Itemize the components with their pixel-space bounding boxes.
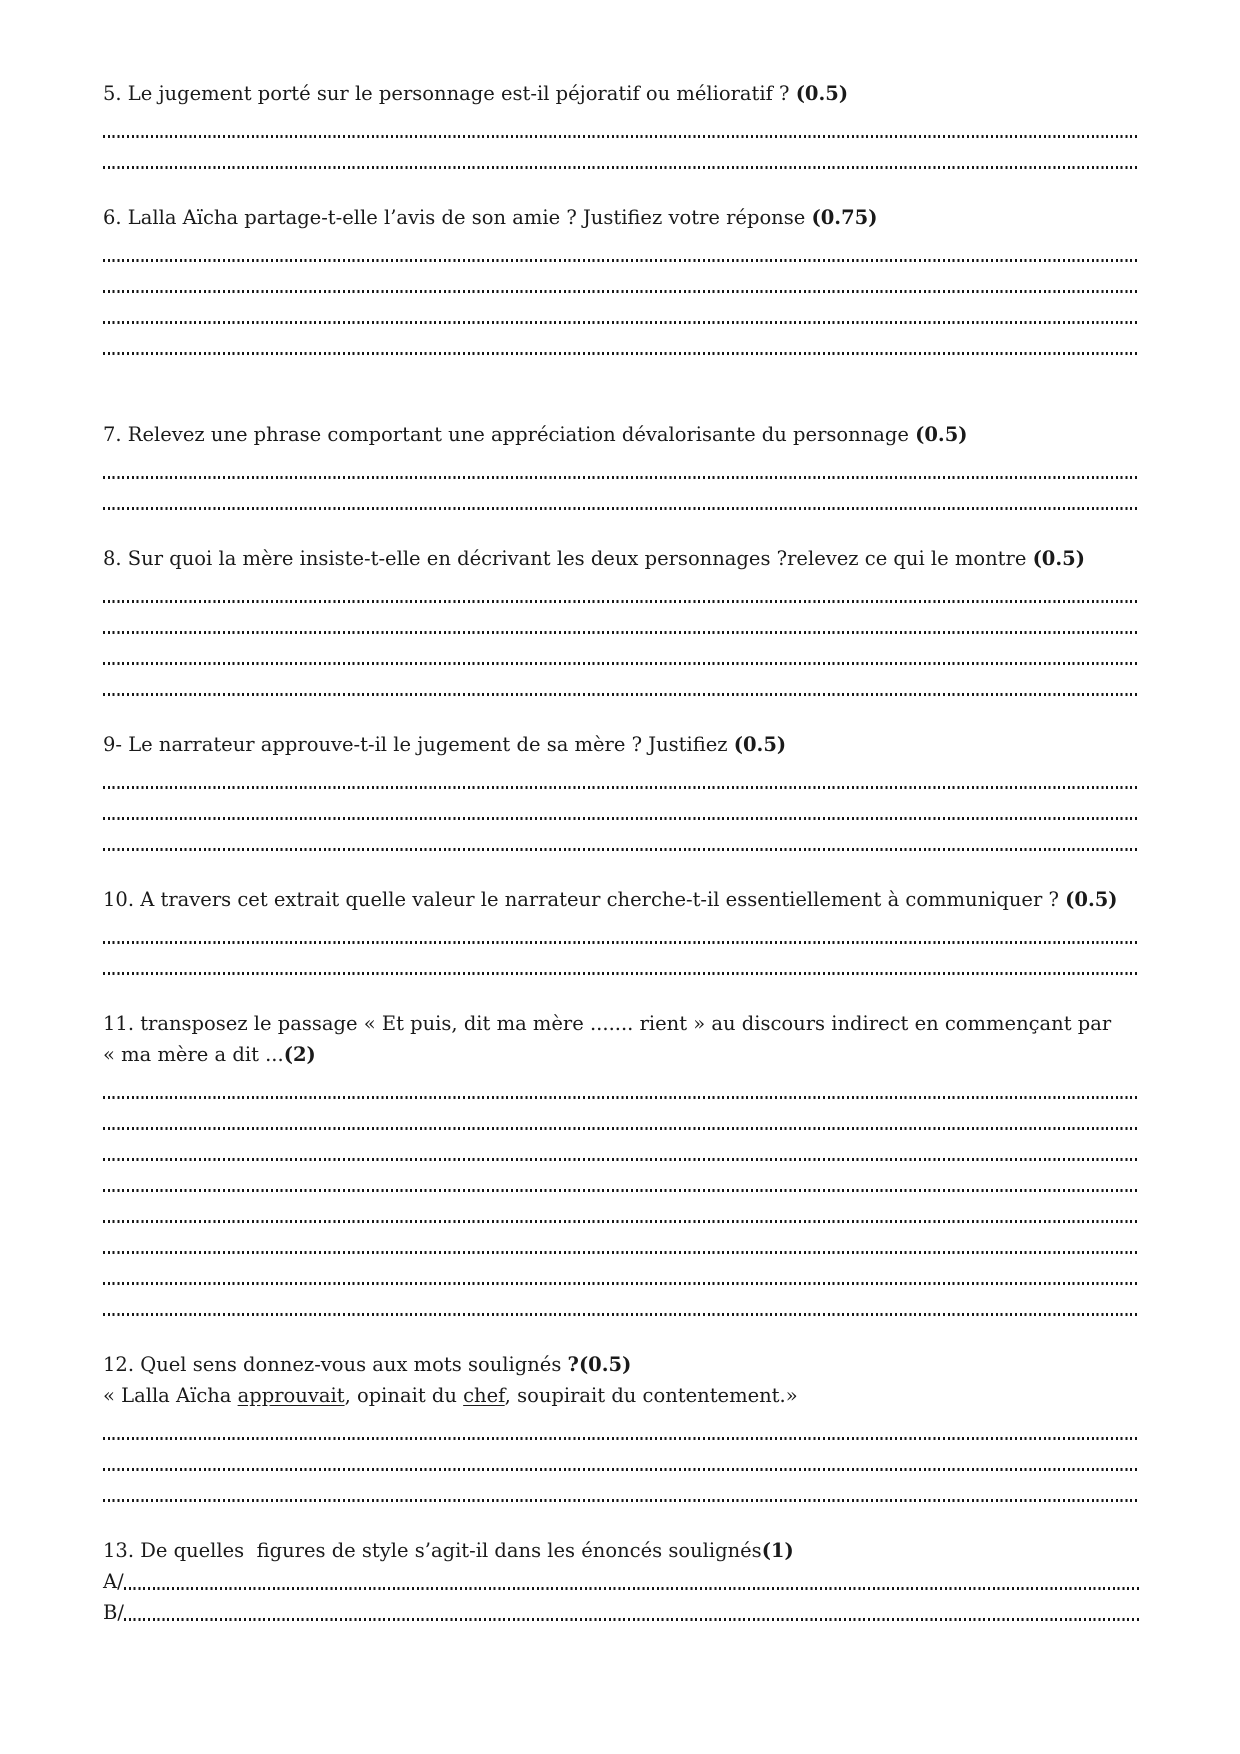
dot-leader [103,290,1140,293]
dot-leader [103,1220,1140,1223]
dot-leader [103,817,1140,820]
question-text-line [103,1008,1140,1039]
question-text-segment: 7. Relevez une phrase comportant une appréciation dévalorisante du personnage [103,423,916,446]
question-text [103,543,1140,574]
question-text-line [103,543,1140,574]
question-7 [103,419,1140,517]
answer-line[interactable] [103,1447,1140,1478]
dot-leader [103,1468,1140,1471]
question-text-line [103,78,1140,109]
dot-leader [103,941,1140,944]
answer-area [103,920,1140,982]
question-text-segment: 10. A travers cet extrait quelle valeur le narrateur cherche-t-il essentiellement à communiquer ? [103,888,1066,911]
answer-line[interactable] [103,610,1140,641]
answer-line[interactable] [103,1075,1140,1106]
dot-leader [103,352,1140,355]
question-score: (0.5) [915,423,968,446]
dot-leader [103,1096,1140,1099]
dot-leader [103,786,1140,789]
answer-line[interactable] [103,920,1140,951]
question-text-segment: , opinait du [344,1384,464,1407]
question-text [103,202,1140,233]
answer-line[interactable] [103,1478,1140,1509]
answer-line[interactable] [103,238,1140,269]
answer-area [103,1416,1140,1509]
answer-area [103,1566,1140,1628]
question-text-line [103,1380,1140,1411]
question-score: (0.5) [733,733,787,756]
dot-leader [103,1251,1140,1254]
dot-leader [103,631,1140,634]
answer-label: A/ [103,1570,124,1593]
dot-leader [103,166,1140,169]
dot-leader [103,135,1140,138]
question-text-segment: , soupirait du contentement.» [504,1384,798,1407]
answer-line[interactable] [103,1137,1140,1168]
question-text-segment: 9- Le narrateur approuve-t-il le jugement de sa mère ? Justifiez [103,733,734,756]
answer-line[interactable] [103,114,1140,145]
dot-leader [103,476,1140,479]
answer-line[interactable] [103,269,1140,300]
answer-line[interactable] [103,1261,1140,1292]
question-text [103,1008,1140,1070]
question-list [103,78,1140,1628]
question-score: (2) [283,1043,316,1066]
answer-line[interactable] [103,1416,1140,1447]
question-text-line [103,729,1140,760]
answer-area [103,1075,1140,1323]
underlined-word: approuvait [237,1384,345,1407]
dot-leader [103,600,1140,603]
question-text [103,1535,1140,1566]
underlined-word: chef [463,1384,505,1407]
question-text-segment: « ma mère a dit ... [103,1043,284,1066]
question-text-segment: 13. De quelles figures de style s’agit-il dans les énoncés soulignés [103,1539,762,1562]
question-score: (0.5) [1065,888,1118,911]
dot-leader [124,1587,1140,1590]
answer-line[interactable] [103,486,1140,517]
answer-area [103,579,1140,703]
question-text-line [103,202,1140,233]
question-score: (0.5) [1032,547,1085,570]
answer-line[interactable] [103,765,1140,796]
question-text-line [103,1039,1140,1070]
dot-leader [103,1127,1140,1130]
question-10 [103,884,1140,982]
dot-leader [103,507,1140,510]
answer-label: B/ [103,1601,124,1624]
dot-leader [103,662,1140,665]
answer-area [103,238,1140,362]
dot-leader [103,1158,1140,1161]
question-text [103,729,1140,760]
answer-line[interactable] [103,300,1140,331]
dot-leader [103,848,1140,851]
answer-line[interactable] [103,672,1140,703]
question-11 [103,1008,1140,1323]
dot-leader [103,1437,1140,1440]
question-text-segment: 6. Lalla Aïcha partage-t-elle l’avis de son amie ? Justifiez votre réponse [103,206,812,229]
question-text-line [103,884,1140,915]
question-9 [103,729,1140,858]
question-text-segment: « Lalla Aïcha [103,1384,238,1407]
question-score: (1) [761,1539,794,1562]
question-text [103,419,1140,450]
dot-leader [103,972,1140,975]
question-score: (0.5) [795,82,849,105]
answer-line[interactable] [103,1199,1140,1230]
question-text [103,1349,1140,1411]
answer-line[interactable] [103,455,1140,486]
answer-line[interactable] [103,1230,1140,1261]
question-text-segment: 8. Sur quoi la mère insiste-t-elle en décrivant les deux personnages ?relevez ce qui le montre [103,547,1033,570]
question-12 [103,1349,1140,1509]
question-8 [103,543,1140,703]
answer-line[interactable] [103,331,1140,362]
dot-leader [103,1499,1140,1502]
question-13 [103,1535,1140,1628]
question-6 [103,202,1140,362]
answer-line[interactable] [103,1106,1140,1137]
dot-leader [103,321,1140,324]
dot-leader [103,693,1140,696]
answer-area [103,114,1140,176]
answer-line[interactable] [103,1597,1140,1628]
answer-line[interactable] [103,579,1140,610]
answer-line[interactable] [103,1566,1140,1597]
dot-leader [103,1313,1140,1316]
question-score: ?(0.5) [567,1353,632,1376]
dot-leader [103,1189,1140,1192]
answer-line[interactable] [103,1292,1140,1323]
question-text [103,884,1140,915]
answer-line[interactable] [103,1168,1140,1199]
answer-line[interactable] [103,796,1140,827]
question-text-segment: 11. transposez le passage « Et puis, dit ma mère ....... rient » au discours indirect en commençant par [103,1012,1112,1035]
question-text-line [103,1535,1140,1566]
answer-line[interactable] [103,827,1140,858]
answer-area [103,455,1140,517]
question-text-segment: 5. Le jugement porté sur le personnage est-il péjoratif ou mélioratif ? [103,82,796,105]
answer-line[interactable] [103,145,1140,176]
dot-leader [103,259,1140,262]
question-text-line [103,419,1140,450]
question-text-segment: 12. Quel sens donnez-vous aux mots soulignés [103,1353,568,1376]
question-5 [103,78,1140,176]
answer-line[interactable] [103,951,1140,982]
answer-line[interactable] [103,641,1140,672]
answer-area [103,765,1140,858]
question-text-line [103,1349,1140,1380]
dot-leader [103,1282,1140,1285]
dot-leader [124,1618,1140,1621]
question-score: (0.75) [811,206,878,229]
question-text [103,78,1140,109]
